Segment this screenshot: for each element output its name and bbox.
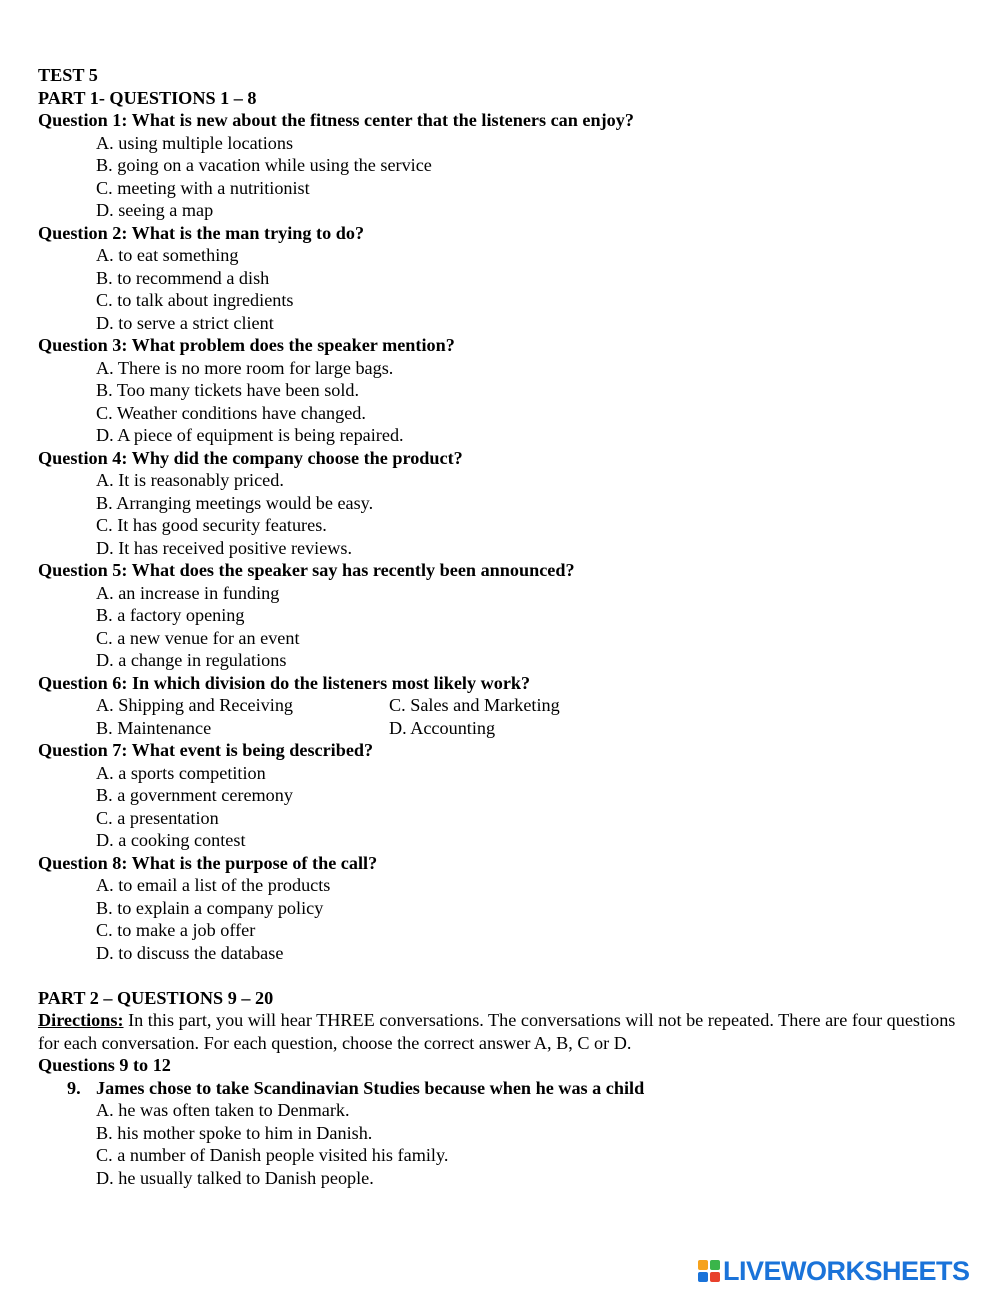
option: B. Maintenance	[96, 717, 212, 738]
question-8: Question 8: What is the purpose of the call?	[38, 852, 378, 873]
option: B. to recommend a dish	[96, 267, 270, 288]
option: B. to explain a company policy	[96, 897, 324, 918]
icon-square	[698, 1260, 708, 1270]
option: B. going on a vacation while using the service	[96, 155, 432, 175]
option: B. Arranging meetings would be easy.	[96, 492, 374, 513]
question-2: Question 2: What is the man trying to do?	[38, 222, 365, 243]
option: D. a change in regulations	[96, 650, 287, 670]
option: B. a government ceremony	[96, 785, 293, 805]
question-9	[38, 1077, 978, 1100]
option-row	[38, 694, 978, 717]
option-row	[38, 717, 978, 740]
question-3: Question 3: What problem does the speaker mention?	[38, 335, 455, 355]
option: A. Shipping and Receiving	[96, 695, 294, 715]
spacer	[38, 964, 978, 987]
option: A. There is no more room for large bags.	[96, 357, 394, 378]
option: A. he was often taken to Denmark.	[96, 1100, 350, 1120]
option: B. a factory opening	[96, 605, 245, 625]
logo-text: LIVEWORKSHEETS	[723, 1255, 970, 1286]
directions-text: In this part, you will hear THREE conversations. The conversations will not be repeated. There are four questions for each conversation. For each question, choose the correct answer A, B, C or D.	[38, 1010, 956, 1053]
question-7: Question 7: What event is being described?	[38, 740, 374, 760]
option: D. a cooking contest	[96, 830, 246, 850]
option: A. to email a list of the products	[96, 875, 331, 895]
group-heading: Questions 9 to 12	[38, 1055, 171, 1075]
part2-heading: PART 2 – QUESTIONS 9 – 20	[38, 987, 274, 1008]
directions-label: Directions:	[38, 1010, 124, 1030]
icon-square	[710, 1272, 720, 1282]
option: C. to talk about ingredients	[96, 290, 294, 310]
option: A. using multiple locations	[96, 132, 294, 153]
part1-heading: PART 1- QUESTIONS 1 – 8	[38, 87, 257, 108]
worksheet-page	[38, 64, 978, 1189]
option: A. to eat something	[96, 245, 239, 265]
option: D. Accounting	[389, 717, 496, 738]
option: C. Sales and Marketing	[389, 695, 560, 715]
option: D. he usually talked to Danish people.	[96, 1167, 374, 1188]
option: A. a sports competition	[96, 762, 266, 783]
question-1: Question 1: What is new about the fitness center that the listeners can enjoy?	[38, 110, 634, 130]
directions	[38, 1009, 978, 1054]
option: C. Weather conditions have changed.	[96, 402, 366, 423]
option: D. A piece of equipment is being repaired.	[96, 425, 404, 445]
question-number: 9.	[67, 1077, 81, 1098]
option: B. his mother spoke to him in Danish.	[96, 1122, 373, 1143]
question-5: Question 5: What does the speaker say has recently been announced?	[38, 560, 575, 580]
option: C. a new venue for an event	[96, 627, 300, 648]
icon-square	[710, 1260, 720, 1270]
option: A. It is reasonably priced.	[96, 470, 284, 490]
option: D. seeing a map	[96, 200, 214, 220]
option: B. Too many tickets have been sold.	[96, 380, 360, 400]
icon-square	[698, 1272, 708, 1282]
option: C. to make a job offer	[96, 920, 256, 940]
option: C. a number of Danish people visited his family.	[96, 1145, 449, 1165]
option: D. to serve a strict client	[96, 312, 274, 333]
option: D. to discuss the database	[96, 942, 284, 963]
option: C. a presentation	[96, 807, 219, 828]
option: A. an increase in funding	[96, 582, 280, 603]
option: D. It has received positive reviews.	[96, 537, 353, 558]
question-text: James chose to take Scandinavian Studies because when he was a child	[96, 1077, 645, 1098]
question-4: Question 4: Why did the company choose the product?	[38, 447, 463, 468]
option: C. meeting with a nutritionist	[96, 177, 310, 198]
test-title: TEST 5	[38, 65, 98, 85]
liveworksheets-icon	[698, 1260, 720, 1282]
option: C. It has good security features.	[96, 515, 327, 535]
question-6: Question 6: In which division do the listeners most likely work?	[38, 672, 531, 693]
liveworksheets-logo	[698, 1255, 970, 1286]
